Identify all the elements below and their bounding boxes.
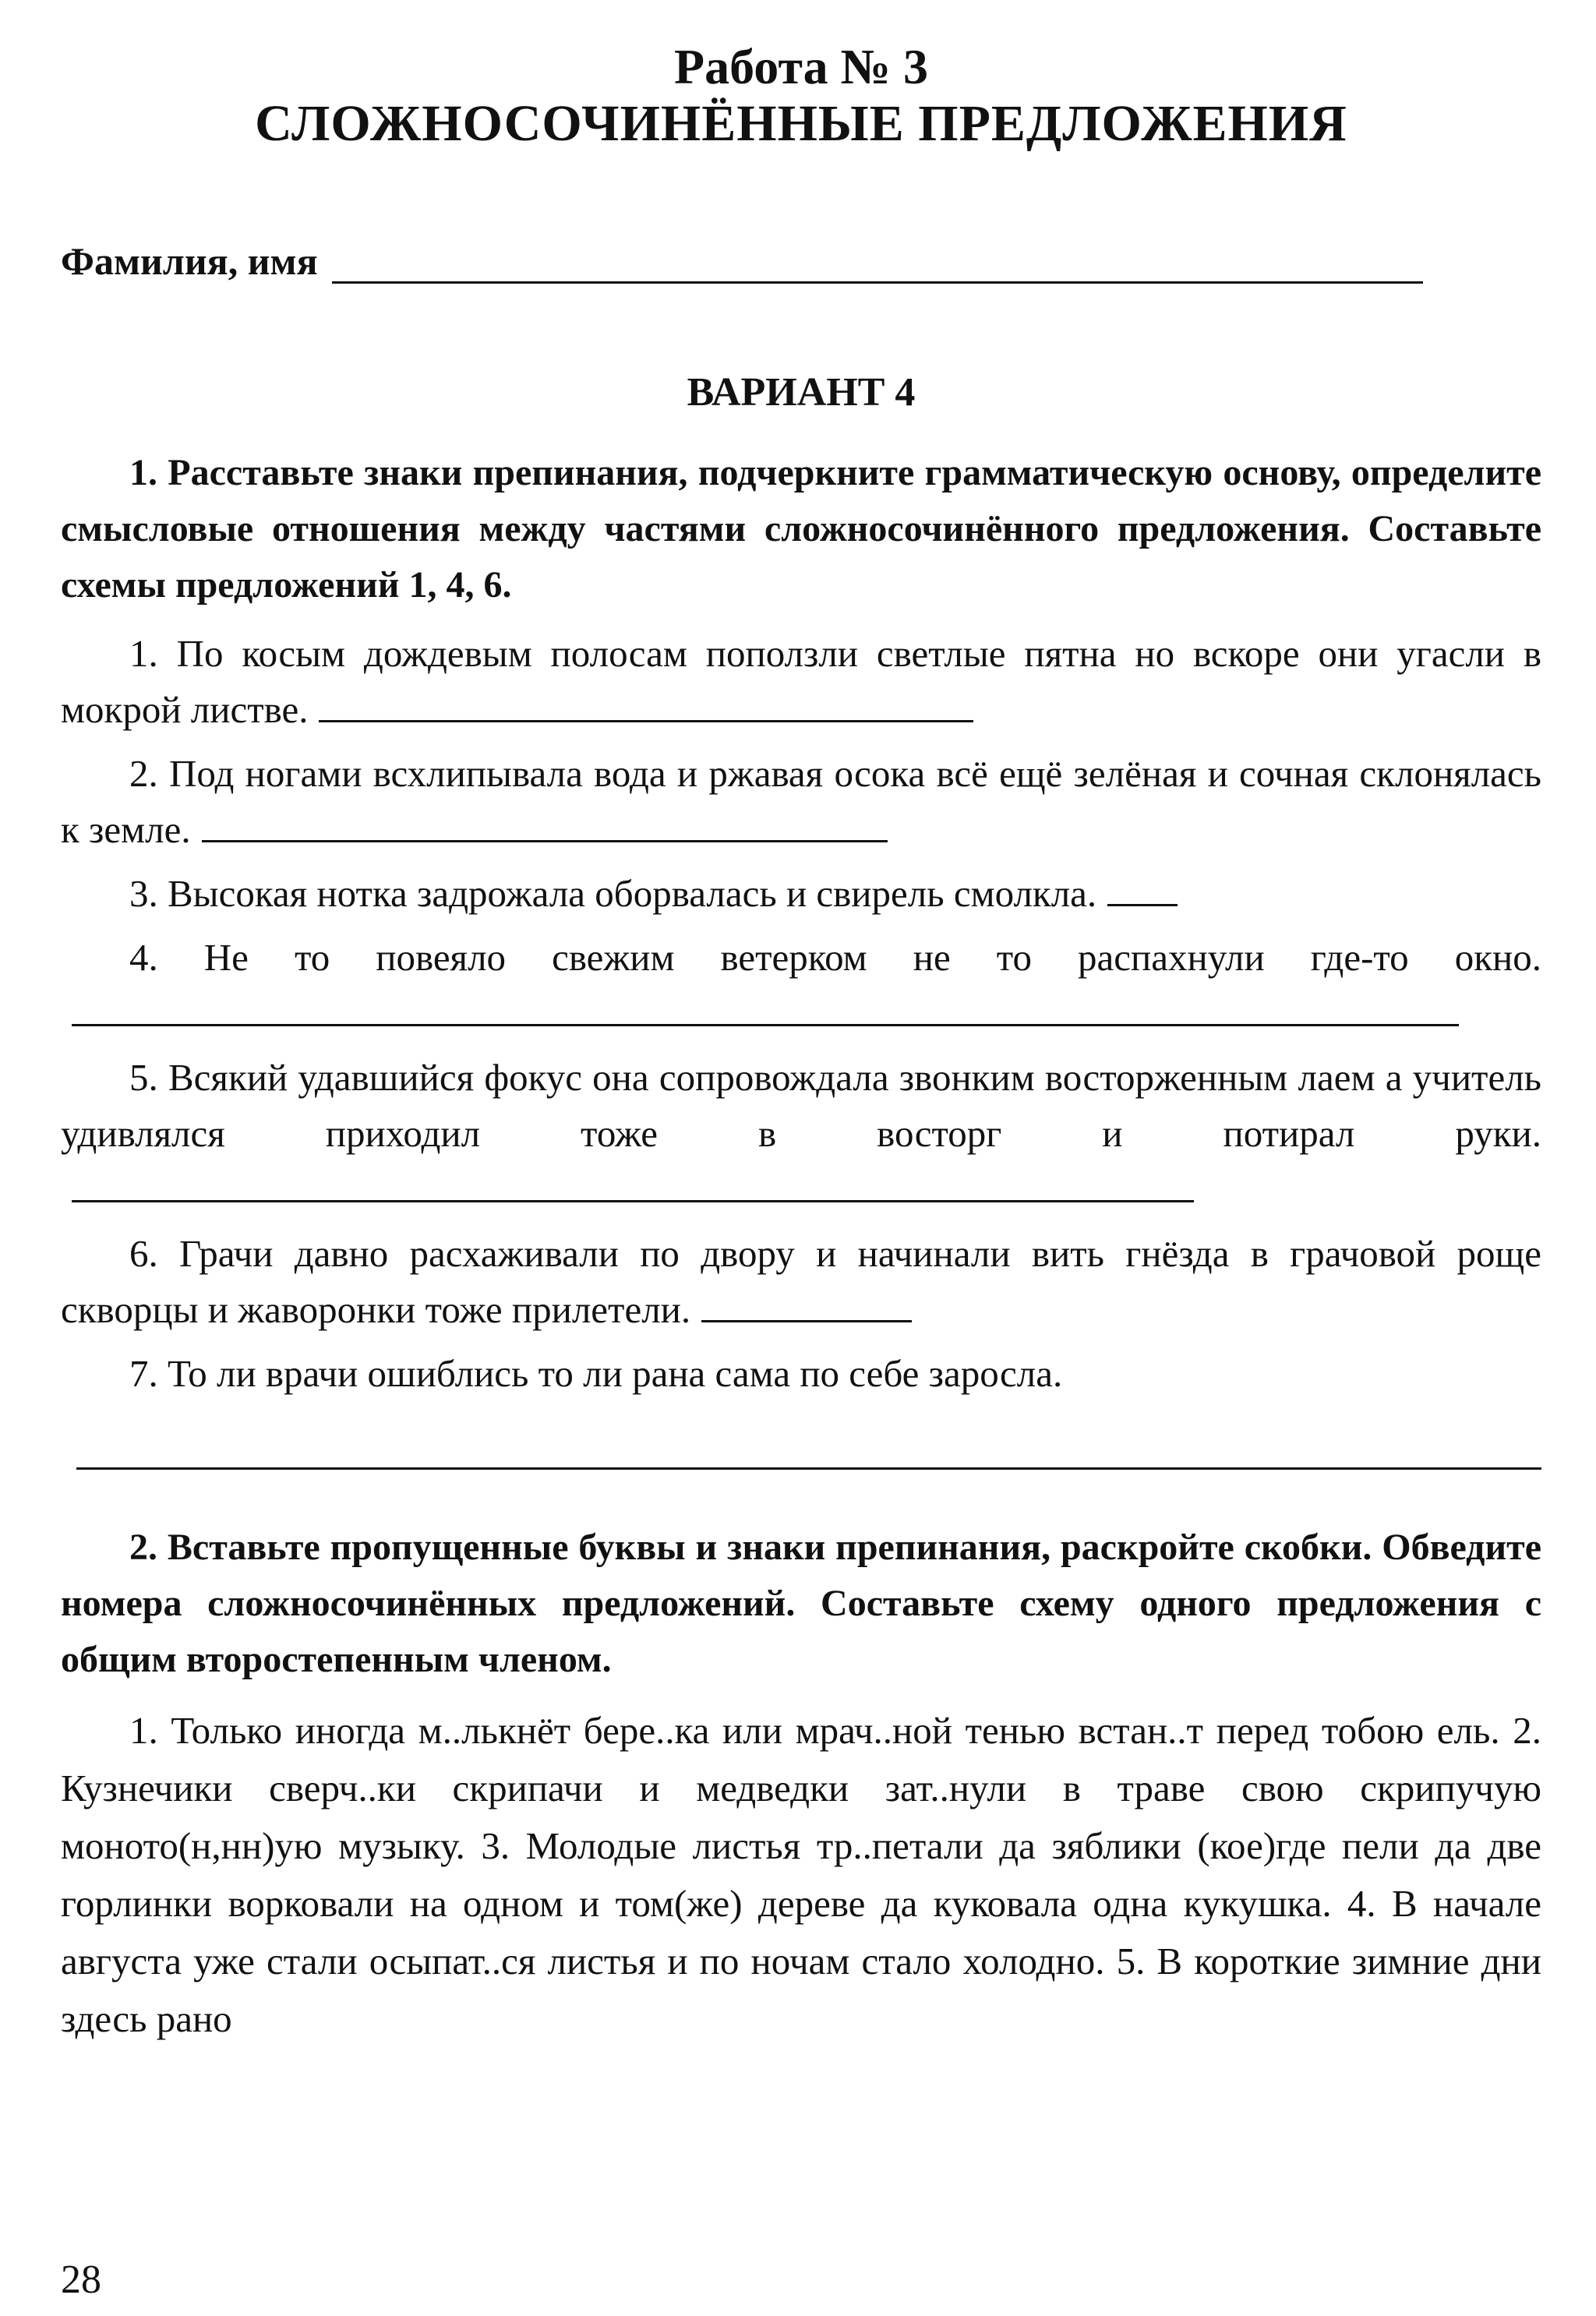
task1-sentence-7 (61, 1346, 1541, 1402)
answer-blank[interactable] (72, 993, 1459, 1026)
answer-line-full[interactable] (76, 1464, 1541, 1470)
sentence-text: 4. Не то повеяло свежим ветерком не то распахнули где-то окно. (129, 935, 1541, 979)
answer-blank[interactable] (72, 1169, 1194, 1202)
name-field-line[interactable] (332, 249, 1423, 284)
task2-text: 1. Только иногда м..лькнёт бере..ка или мрач..ной тенью встан..т перед тобою ель. 2. Кузнечики сверч..ки скрипачи и медведки зат..нули в траве свою скрипучую моното(н,нн)ую музыку. 3. Молодые листья тр..петали да зяблики (кое)где пели да две горлинки ворковали на одном и том(же) дереве да куковала одна кукушка. 4. В начале августа уже стали осыпат..ся листья и по ночам стало холодно. 5. В короткие зимние дни здесь рано (61, 1708, 1541, 2040)
task2-block (61, 1520, 1541, 2048)
name-field-row (61, 238, 1541, 284)
sentence-text: 2. Под ногами всхлипывала вода и ржавая осока всё ещё зелёная и сочная склонялась к земле. (61, 751, 1541, 851)
sentence-text: 5. Всякий удавшийся фокус она сопровождала звонким восторженным лаем а учитель удивлялся приходил тоже в восторг и потирал руки. (61, 1055, 1541, 1155)
topic-title: СЛОЖНОСОЧИНЁННЫЕ ПРЕДЛОЖЕНИЯ (255, 94, 1347, 152)
task1-sentence-3 (61, 866, 1541, 922)
answer-blank[interactable] (202, 809, 888, 842)
task1-sentence-5 (61, 1050, 1541, 1218)
task1-sentence-2 (61, 746, 1541, 858)
task1-sentence-6 (61, 1226, 1541, 1338)
sentence-text: 7. То ли врачи ошиблись то ли рана сама по себе заросла. (129, 1351, 1063, 1395)
sentence-text: 3. Высокая нотка задрожала оборвалась и свирель смолкла. (129, 871, 1097, 915)
task1-sentence-4 (61, 930, 1541, 1042)
sentence-text: 6. Грачи давно расхаживали по двору и начинали вить гнёзда в грачовой роще скворцы и жаворонки тоже прилетели. (61, 1231, 1541, 1331)
name-field-label: Фамилия, имя (61, 238, 318, 283)
page-number: 28 (61, 2258, 101, 2302)
answer-blank[interactable] (319, 689, 973, 722)
answer-blank[interactable] (701, 1289, 912, 1322)
work-title: Работа № 3 (674, 39, 928, 94)
task1-sentences (61, 626, 1541, 1402)
variant-heading: ВАРИАНТ 4 (687, 369, 916, 415)
task1-instruction: 1. Расставьте знаки препинания, подчеркните грамматическую основу, определите смысловые отношения между частями сложносочинённого предложения. Составьте схемы предложений 1, 4, 6. (61, 451, 1541, 605)
sentence-text: 1. По косым дождевым полосам поползли светлые пятна но вскоре они угасли в мокрой листве. (61, 631, 1541, 731)
answer-blank[interactable] (1107, 873, 1178, 906)
task1-sentence-1 (61, 626, 1541, 738)
worksheet-page (61, 39, 1541, 2048)
task2-instruction: 2. Вставьте пропущенные буквы и знаки препинания, раскройте скобки. Обведите номера сложносочинённых предложений. Составьте схему одного предложения с общим второстепенным членом. (61, 1526, 1541, 1680)
